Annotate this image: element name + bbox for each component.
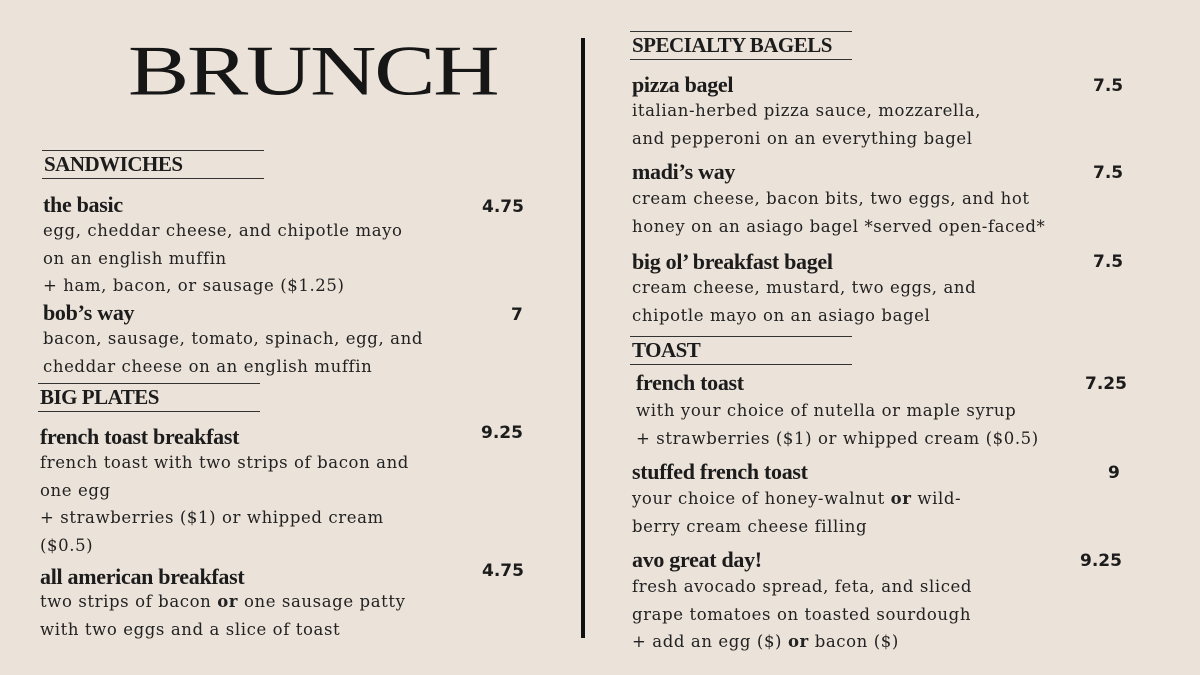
menu-title: BRUNCH [128,31,498,110]
item-description-pizza-bagel [632,97,981,152]
item-description-french-toast [636,397,1039,452]
description-line: italian-herbed pizza sauce, mozzarella, [632,101,981,120]
item-name-the-basic: the basic [43,192,123,217]
description-line: on an english muffin [43,248,227,268]
description-line: + strawberries ($1) or whipped cream ($0.5) [636,428,1039,448]
description-line: one egg [40,480,111,500]
or-emphasis: or [787,632,809,651]
item-description-french-toast-breakfast [40,449,409,559]
description-line [632,628,972,656]
description-text: two strips of bacon [40,592,218,611]
item-name-madis-way: madi’s way [632,159,736,184]
description-line: with your choice of nutella or maple syrup [636,401,1017,420]
description-line: bacon, sausage, tomato, spinach, egg, and [43,329,423,348]
item-description-madis-way [632,185,1045,240]
description-text: bacon ($) [808,632,899,651]
description-line: cream cheese, mustard, two eggs, and [632,278,977,297]
item-price-avo-great-day: 9.25 [1080,551,1122,571]
description-text: one sausage patty [238,592,406,611]
item-price-bobs-way: 7 [511,305,523,325]
item-name-pizza-bagel: pizza bagel [632,72,734,97]
item-price-madis-way: 7.5 [1093,163,1124,183]
item-description-all-american-breakfast [40,588,406,643]
item-name-stuffed-french-toast: stuffed french toast [632,459,808,484]
item-description-stuffed-french-toast [632,485,961,540]
description-line: cheddar cheese on an english muffin [43,356,373,376]
item-name-all-american-breakfast: all american breakfast [40,564,245,589]
description-line: fresh avocado spread, feta, and sliced [632,577,973,596]
or-emphasis: or [217,592,239,611]
description-line: ($0.5) [40,535,94,555]
item-description-bobs-way [43,325,423,380]
description-text: your choice of honey-walnut [632,489,891,508]
item-description-big-ol-breakfast-bagel [632,274,976,329]
description-line: chipotle mayo on an asiago bagel [632,305,931,325]
item-price-the-basic: 4.75 [482,197,524,217]
column-divider [581,38,585,638]
or-emphasis: or [890,489,912,508]
description-line [632,485,961,513]
section-heading-sandwiches: SANDWICHES [42,150,264,179]
item-name-french-toast: french toast [636,370,744,395]
description-line: with two eggs and a slice of toast [40,619,341,639]
description-line: berry cream cheese filling [632,516,868,536]
section-heading-big-plates: BIG PLATES [38,383,260,412]
description-line: + strawberries ($1) or whipped cream [40,508,384,527]
item-price-french-toast-breakfast: 9.25 [481,423,523,443]
description-line: french toast with two strips of bacon and [40,453,409,472]
item-description-the-basic [43,217,403,300]
description-line: cream cheese, bacon bits, two eggs, and hot [632,189,1030,208]
item-name-avo-great-day: avo great day! [632,547,762,572]
item-name-big-ol-breakfast-bagel: big ol’ breakfast bagel [632,249,833,274]
section-heading-specialty-bagels: SPECIALTY BAGELS [630,31,852,60]
section-heading-toast: TOAST [630,336,852,365]
description-line: and pepperoni on an everything bagel [632,128,973,148]
item-description-avo-great-day [632,573,972,656]
item-price-big-ol-breakfast-bagel: 7.5 [1093,252,1124,272]
description-text: + add an egg ($) [632,632,788,651]
description-line: grape tomatoes on toasted sourdough [632,604,972,624]
item-price-pizza-bagel: 7.5 [1093,76,1124,96]
description-line: + ham, bacon, or sausage ($1.25) [43,276,345,295]
item-price-french-toast: 7.25 [1085,374,1127,394]
description-text: wild- [911,489,962,508]
description-line: honey on an asiago bagel *served open-faced* [632,216,1046,236]
description-line [40,588,406,616]
item-name-french-toast-breakfast: french toast breakfast [40,424,240,449]
item-price-all-american-breakfast: 4.75 [482,561,524,581]
description-line: egg, cheddar cheese, and chipotle mayo [43,221,403,240]
item-name-bobs-way: bob’s way [43,300,135,325]
item-price-stuffed-french-toast: 9 [1108,463,1120,483]
